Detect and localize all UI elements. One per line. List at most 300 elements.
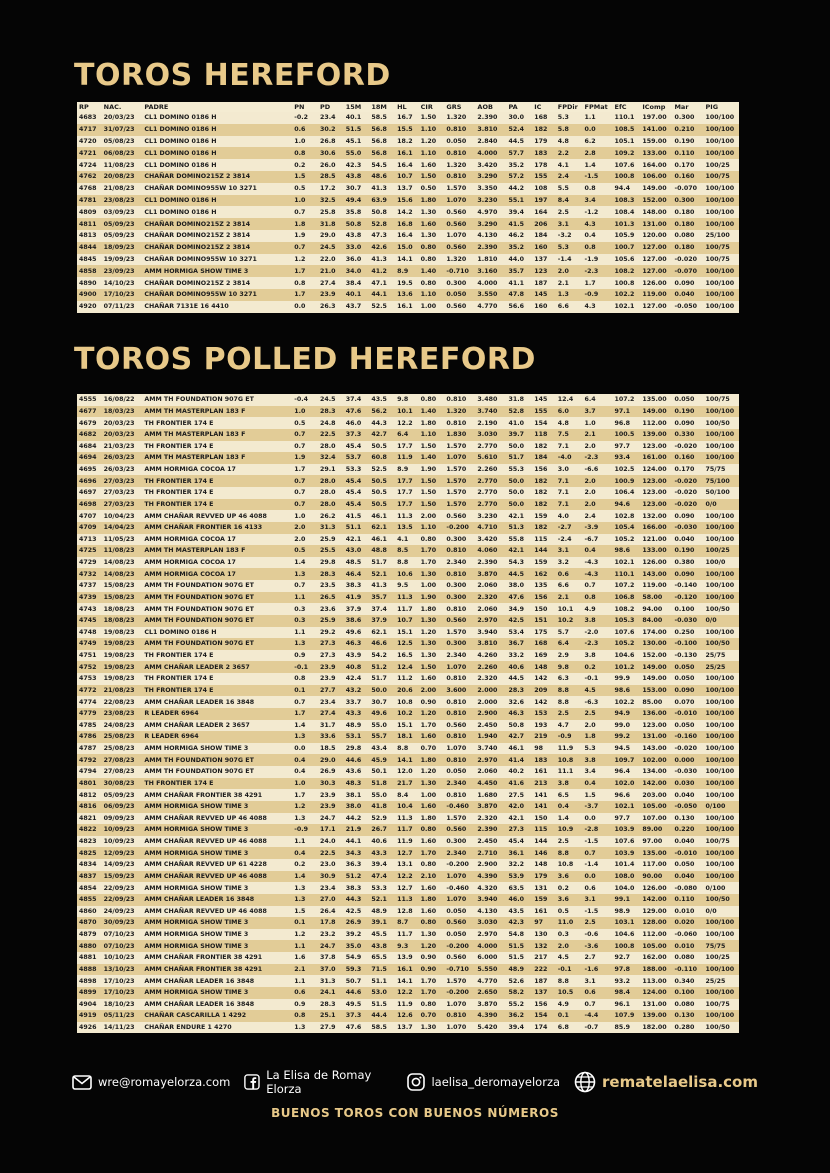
- mail-icon: [72, 1075, 92, 1090]
- table-cell: 182: [532, 499, 556, 511]
- table-cell: 52.8: [506, 406, 532, 418]
- table-cell: CHAÑAR ENDURE 1 4270: [142, 1022, 292, 1034]
- table-cell: 26.9: [318, 766, 344, 778]
- globe-icon: [574, 1071, 596, 1093]
- table-row: [77, 417, 739, 429]
- table-cell: 16.5: [395, 650, 419, 662]
- table-row: [77, 147, 739, 159]
- table-cell: -0.030: [672, 615, 703, 627]
- table-cell: 0.560: [444, 206, 475, 218]
- table-cell: 1.30: [419, 650, 445, 662]
- table-cell: 4.9: [556, 999, 583, 1011]
- table-cell: 03/09/23: [102, 206, 143, 218]
- table-row: [77, 975, 739, 987]
- table-cell: 17.1: [318, 824, 344, 836]
- table-header-row: [77, 102, 739, 112]
- table-cell: 24.0: [318, 836, 344, 848]
- table-cell: 100/25: [704, 952, 739, 964]
- table-cell: 1.5: [583, 789, 613, 801]
- table-cell: 4.3: [583, 301, 613, 313]
- table-cell: 50.7: [344, 975, 370, 987]
- table-cell: 1.1: [292, 592, 318, 604]
- table-cell: 152.00: [640, 650, 672, 662]
- table-cell: 100/25: [704, 159, 739, 171]
- table-cell: 26.0: [318, 159, 344, 171]
- table-cell: 49.5: [344, 999, 370, 1011]
- table-cell: 41.2: [369, 265, 395, 277]
- table-cell: 141.00: [640, 124, 672, 136]
- table-cell: 0.560: [444, 720, 475, 732]
- table-cell: 4677: [77, 406, 102, 418]
- table-cell: 65.5: [369, 952, 395, 964]
- table-cell: 50.8: [506, 720, 532, 732]
- table-cell: 55.3: [506, 464, 532, 476]
- table-cell: 52.9: [369, 813, 395, 825]
- table-cell: 51.1: [344, 522, 370, 534]
- table-cell: 3.7: [583, 406, 613, 418]
- table-cell: 3.8: [583, 615, 613, 627]
- table-cell: 42.3: [344, 159, 370, 171]
- table-cell: 6.6: [556, 301, 583, 313]
- footer-email[interactable]: [72, 1075, 230, 1090]
- table-cell: -1.9: [583, 254, 613, 266]
- table-cell: 1.9: [292, 452, 318, 464]
- table-cell: 109.2: [613, 147, 641, 159]
- table-cell: 127.00: [640, 301, 672, 313]
- table-cell: 28.3: [318, 999, 344, 1011]
- table-cell: 1.80: [419, 417, 445, 429]
- table-row: [77, 206, 739, 218]
- table-cell: AMM HORMIGA SHOW TIME 3: [142, 882, 292, 894]
- table-cell: 2.5: [556, 836, 583, 848]
- table-cell: 50.5: [369, 441, 395, 453]
- table-row: [77, 475, 739, 487]
- table-cell: 120.00: [640, 230, 672, 242]
- footer-website[interactable]: [574, 1071, 758, 1093]
- table-cell: 100/100: [704, 731, 739, 743]
- table-cell: 54.5: [369, 159, 395, 171]
- table-cell: 0.050: [444, 289, 475, 301]
- table-cell: 1.070: [444, 894, 475, 906]
- table-cell: 0.50: [419, 183, 445, 195]
- table-cell: 0.810: [444, 673, 475, 685]
- table-cell: 27.3: [506, 824, 532, 836]
- table-cell: 98.6: [613, 545, 641, 557]
- table-cell: 33.2: [506, 650, 532, 662]
- table-cell: 100/100: [704, 147, 739, 159]
- table-cell: 4792: [77, 754, 102, 766]
- table-cell: 71.5: [369, 964, 395, 976]
- table-cell: 48.9: [506, 964, 532, 976]
- table-cell: 40.6: [369, 836, 395, 848]
- table-cell: 33.7: [344, 696, 370, 708]
- table-cell: 100/100: [704, 720, 739, 732]
- table-cell: 0.040: [672, 289, 703, 301]
- table-cell: AMM TH FOUNDATION 907G ET: [142, 580, 292, 592]
- table-cell: 8.8: [556, 975, 583, 987]
- table-cell: 26.8: [318, 136, 344, 148]
- table-cell: 0/0: [704, 499, 739, 511]
- table-cell: 55.7: [369, 731, 395, 743]
- table-cell: 1.830: [444, 429, 475, 441]
- table-cell: TH FRONTIER 174 E: [142, 778, 292, 790]
- table-cell: 45.4: [344, 475, 370, 487]
- table-cell: 38.6: [344, 615, 370, 627]
- table-row: [77, 766, 739, 778]
- table-cell: 1.4: [583, 159, 613, 171]
- table-cell: 0.300: [444, 534, 475, 546]
- table-cell: -0.160: [672, 731, 703, 743]
- table-row: [77, 685, 739, 697]
- table-cell: -0.710: [444, 964, 475, 976]
- table-cell: 2.0: [583, 499, 613, 511]
- table-cell: 10.6: [395, 568, 419, 580]
- table-cell: 148.00: [640, 206, 672, 218]
- table-cell: 43.5: [506, 906, 532, 918]
- table-cell: 22.0: [318, 254, 344, 266]
- table-cell: 1.320: [444, 112, 475, 124]
- table-cell: -0.200: [444, 940, 475, 952]
- table-cell: 105.2: [613, 534, 641, 546]
- table-cell: 149.00: [640, 661, 672, 673]
- table-cell: 29.1: [318, 464, 344, 476]
- table-cell: 5.5: [556, 183, 583, 195]
- table-cell: 3.810: [475, 638, 506, 650]
- facebook-icon: [244, 1073, 260, 1091]
- table-cell: 0.80: [419, 394, 445, 406]
- table-cell: 27/08/23: [102, 754, 143, 766]
- table-cell: 51.7: [506, 452, 532, 464]
- table-cell: 39.4: [369, 859, 395, 871]
- table-cell: 0.4: [292, 847, 318, 859]
- table-cell: 23/08/23: [102, 708, 143, 720]
- table-cell: 41.4: [506, 754, 532, 766]
- table-cell: 0.7: [292, 475, 318, 487]
- table-cell: 4898: [77, 975, 102, 987]
- table-cell: 1.070: [444, 195, 475, 207]
- table-cell: 113.00: [640, 975, 672, 987]
- table-cell: 30.0: [506, 112, 532, 124]
- table-cell: TH FRONTIER 174 E: [142, 650, 292, 662]
- table-cell: 2.0: [583, 720, 613, 732]
- table-cell: 213: [532, 778, 556, 790]
- table-cell: 4787: [77, 743, 102, 755]
- table-cell: 3.8: [583, 650, 613, 662]
- footer-instagram[interactable]: [407, 1073, 560, 1091]
- table-cell: 1.70: [419, 975, 445, 987]
- table-cell: 4855: [77, 894, 102, 906]
- table-cell: 0.0: [583, 124, 613, 136]
- table-row: [77, 242, 739, 254]
- table-row: [77, 801, 739, 813]
- table-cell: 56.6: [506, 301, 532, 313]
- table-cell: 3.0: [556, 464, 583, 476]
- table-cell: 1.90: [419, 464, 445, 476]
- table-cell: 0.050: [444, 906, 475, 918]
- table-cell: 11.1: [556, 766, 583, 778]
- table-cell: 126.00: [640, 557, 672, 569]
- table-cell: 100/100: [704, 452, 739, 464]
- table-cell: 12.8: [395, 906, 419, 918]
- table-cell: 1.5: [292, 906, 318, 918]
- table-cell: AMM CHAÑAR REVVED UP 61 4228: [142, 859, 292, 871]
- table-cell: 100/100: [704, 871, 739, 883]
- table-cell: 44.0: [506, 254, 532, 266]
- table-row: [77, 183, 739, 195]
- table-cell: 108.3: [613, 195, 641, 207]
- table-cell: 14/04/23: [102, 522, 143, 534]
- table-cell: 0.300: [444, 580, 475, 592]
- table-cell: 35.7: [506, 265, 532, 277]
- table-cell: 103.1: [613, 917, 641, 929]
- table-cell: 0.810: [444, 603, 475, 615]
- footer-facebook[interactable]: [244, 1068, 393, 1096]
- table-cell: 4870: [77, 917, 102, 929]
- table-cell: AMM CHAÑAR REVVED UP 46 4088: [142, 813, 292, 825]
- table-cell: AMM CHAÑAR REVVED UP 46 4088: [142, 510, 292, 522]
- table-cell: AMM CHAÑAR REVVED UP 46 4088: [142, 836, 292, 848]
- table-cell: 12.0: [395, 766, 419, 778]
- table-cell: 0.080: [672, 952, 703, 964]
- table-cell: 1.60: [419, 882, 445, 894]
- table-cell: 1.10: [419, 429, 445, 441]
- table-cell: 19/08/23: [102, 638, 143, 650]
- table-cell: 12.7: [395, 882, 419, 894]
- table-cell: 4729: [77, 557, 102, 569]
- table-cell: 41.5: [344, 510, 370, 522]
- table-cell: 1.80: [419, 195, 445, 207]
- table-cell: 4879: [77, 929, 102, 941]
- table-cell: 11.9: [395, 999, 419, 1011]
- table-cell: 137: [532, 987, 556, 999]
- table-cell: 0.050: [672, 859, 703, 871]
- table-cell: 0.560: [444, 824, 475, 836]
- table-row: [77, 534, 739, 546]
- table-cell: 27.4: [318, 708, 344, 720]
- table-cell: 0.810: [444, 147, 475, 159]
- table-cell: 4.9: [583, 603, 613, 615]
- table-cell: 0.040: [672, 836, 703, 848]
- table-cell: 0.180: [672, 206, 703, 218]
- table-cell: 22.5: [318, 847, 344, 859]
- table-cell: 0.8: [292, 277, 318, 289]
- table-cell: 4713: [77, 534, 102, 546]
- table-cell: 42.3: [506, 917, 532, 929]
- table-cell: 2.4: [583, 510, 613, 522]
- table-cell: 26.9: [344, 917, 370, 929]
- table-cell: 4748: [77, 627, 102, 639]
- table-cell: 188.00: [640, 964, 672, 976]
- table-cell: 42.5: [506, 615, 532, 627]
- table-cell: 6.2: [583, 136, 613, 148]
- table-cell: 1.60: [419, 801, 445, 813]
- table-cell: CL1 DOMINO 0186 H: [142, 136, 292, 148]
- table-cell: 2.900: [475, 708, 506, 720]
- table-cell: 3.420: [475, 534, 506, 546]
- table-cell: 55.0: [369, 720, 395, 732]
- table-row: [77, 696, 739, 708]
- table-cell: 2.060: [475, 766, 506, 778]
- table-cell: 48.3: [344, 778, 370, 790]
- table-cell: 102.1: [613, 801, 641, 813]
- table-cell: 39.1: [369, 917, 395, 929]
- table-cell: AMM HORMIGA COCOA 17: [142, 534, 292, 546]
- table-cell: TH FRONTIER 174 E: [142, 487, 292, 499]
- table-cell: 2.0: [583, 487, 613, 499]
- table-cell: 148: [532, 661, 556, 673]
- table-cell: 35.2: [506, 159, 532, 171]
- table-cell: 29.2: [318, 627, 344, 639]
- table-cell: 51.1: [369, 975, 395, 987]
- table-cell: -0.6: [583, 929, 613, 941]
- table-cell: 4845: [77, 254, 102, 266]
- table-cell: 4881: [77, 952, 102, 964]
- table-cell: 51.5: [506, 952, 532, 964]
- table-cell: 15.1: [395, 627, 419, 639]
- table-cell: 0.80: [419, 859, 445, 871]
- section-title-polled-hereford: TOROS POLLED HEREFORD: [74, 342, 536, 377]
- table-cell: 51.5: [506, 940, 532, 952]
- table-cell: 56.2: [369, 406, 395, 418]
- table-cell: 2.060: [475, 580, 506, 592]
- table-cell: AMM TH FOUNDATION 907G ET: [142, 394, 292, 406]
- table-cell: -0.130: [672, 650, 703, 662]
- table-cell: 55.8: [506, 534, 532, 546]
- table-cell: 55.2: [506, 999, 532, 1011]
- table-cell: 23.9: [318, 789, 344, 801]
- table-cell: 0.80: [419, 254, 445, 266]
- table-cell: 41.0: [506, 417, 532, 429]
- table-cell: 05/09/23: [102, 218, 143, 230]
- table-cell: 0.010: [672, 940, 703, 952]
- table-cell: 99.2: [613, 731, 641, 743]
- table-cell: 42.1: [506, 813, 532, 825]
- table-cell: 0.560: [444, 218, 475, 230]
- table-cell: 154: [532, 1010, 556, 1022]
- table-cell: 100/100: [704, 429, 739, 441]
- table-cell: 0.7: [292, 580, 318, 592]
- table-cell: 4694: [77, 452, 102, 464]
- table-cell: 1.1: [292, 627, 318, 639]
- table-cell: 3.2: [556, 557, 583, 569]
- table-cell: AMM TH MASTERPLAN 183 F: [142, 429, 292, 441]
- table-cell: 11.2: [395, 673, 419, 685]
- table-cell: 4821: [77, 813, 102, 825]
- table-cell: 0.000: [672, 754, 703, 766]
- table-cell: 3.4: [583, 195, 613, 207]
- table-cell: 0.070: [672, 696, 703, 708]
- table-cell: 0.810: [444, 171, 475, 183]
- table-cell: 41.9: [344, 592, 370, 604]
- table-cell: 4772: [77, 685, 102, 697]
- table-cell: 32.5: [318, 195, 344, 207]
- table-cell: 11.7: [395, 603, 419, 615]
- table-cell: 25.1: [318, 1010, 344, 1022]
- table-cell: 1.10: [419, 522, 445, 534]
- table-cell: 100/100: [704, 441, 739, 453]
- table-cell: 31.3: [318, 975, 344, 987]
- table-cell: 159: [532, 510, 556, 522]
- table-cell: 42.6: [369, 242, 395, 254]
- table-cell: -0.020: [672, 743, 703, 755]
- table-cell: 21.9: [344, 824, 370, 836]
- table-cell: 5.3: [583, 743, 613, 755]
- column-header: NAC.: [102, 102, 143, 112]
- table-cell: 18/08/23: [102, 615, 143, 627]
- table-cell: 161.00: [640, 452, 672, 464]
- table-row: [77, 847, 739, 859]
- table-row: [77, 859, 739, 871]
- table-cell: 108.0: [613, 871, 641, 883]
- table-cell: 7.1: [556, 441, 583, 453]
- table-cell: 10.1: [556, 603, 583, 615]
- table-cell: 37.4: [344, 394, 370, 406]
- table-cell: 4720: [77, 136, 102, 148]
- table-cell: 23.5: [318, 580, 344, 592]
- table-cell: 75/75: [704, 940, 739, 952]
- table-cell: 0.6: [583, 987, 613, 999]
- table-cell: -3.6: [583, 940, 613, 952]
- column-header: FPDir: [556, 102, 583, 112]
- table-cell: 54.3: [506, 557, 532, 569]
- table-cell: 25/25: [704, 975, 739, 987]
- table-cell: 27/03/23: [102, 487, 143, 499]
- table-cell: 12.2: [395, 417, 419, 429]
- table-cell: 219: [532, 731, 556, 743]
- table-cell: -0.120: [672, 592, 703, 604]
- table-cell: 0.330: [672, 429, 703, 441]
- table-cell: 11/05/23: [102, 534, 143, 546]
- table-cell: 1.070: [444, 661, 475, 673]
- table-cell: 2.7: [583, 952, 613, 964]
- table-row: [77, 871, 739, 883]
- table-cell: 4717: [77, 124, 102, 136]
- table-cell: 1.3: [292, 813, 318, 825]
- table-cell: 0.810: [444, 789, 475, 801]
- table-cell: 44.5: [506, 673, 532, 685]
- table-cell: 56.8: [369, 124, 395, 136]
- table-cell: 0.7: [292, 499, 318, 511]
- table-cell: 119.00: [640, 580, 672, 592]
- column-header: PD: [318, 102, 344, 112]
- table-cell: 100/100: [704, 218, 739, 230]
- table-cell: 0.3: [556, 929, 583, 941]
- table-cell: 100/100: [704, 136, 739, 148]
- table-cell: 47.6: [506, 592, 532, 604]
- table-cell: -0.1: [292, 661, 318, 673]
- table-cell: 4.060: [475, 545, 506, 557]
- table-cell: 4880: [77, 940, 102, 952]
- table-cell: 0.1: [292, 685, 318, 697]
- table-cell: 24.7: [318, 940, 344, 952]
- table-cell: 1.20: [419, 627, 445, 639]
- table-cell: 4834: [77, 859, 102, 871]
- table-cell: 4823: [77, 836, 102, 848]
- table-row: [77, 650, 739, 662]
- table-cell: 30.9: [318, 871, 344, 883]
- table-row: [77, 603, 739, 615]
- table-cell: 97.7: [613, 441, 641, 453]
- table-cell: 25.9: [318, 534, 344, 546]
- table-cell: 21/03/23: [102, 441, 143, 453]
- table-cell: 28.0: [318, 441, 344, 453]
- table-cell: 4.390: [475, 871, 506, 883]
- table-cell: 0.7: [292, 242, 318, 254]
- table-cell: 12.2: [395, 987, 419, 999]
- table-cell: 27/08/23: [102, 766, 143, 778]
- table-cell: 1.10: [419, 289, 445, 301]
- table-cell: 4920: [77, 301, 102, 313]
